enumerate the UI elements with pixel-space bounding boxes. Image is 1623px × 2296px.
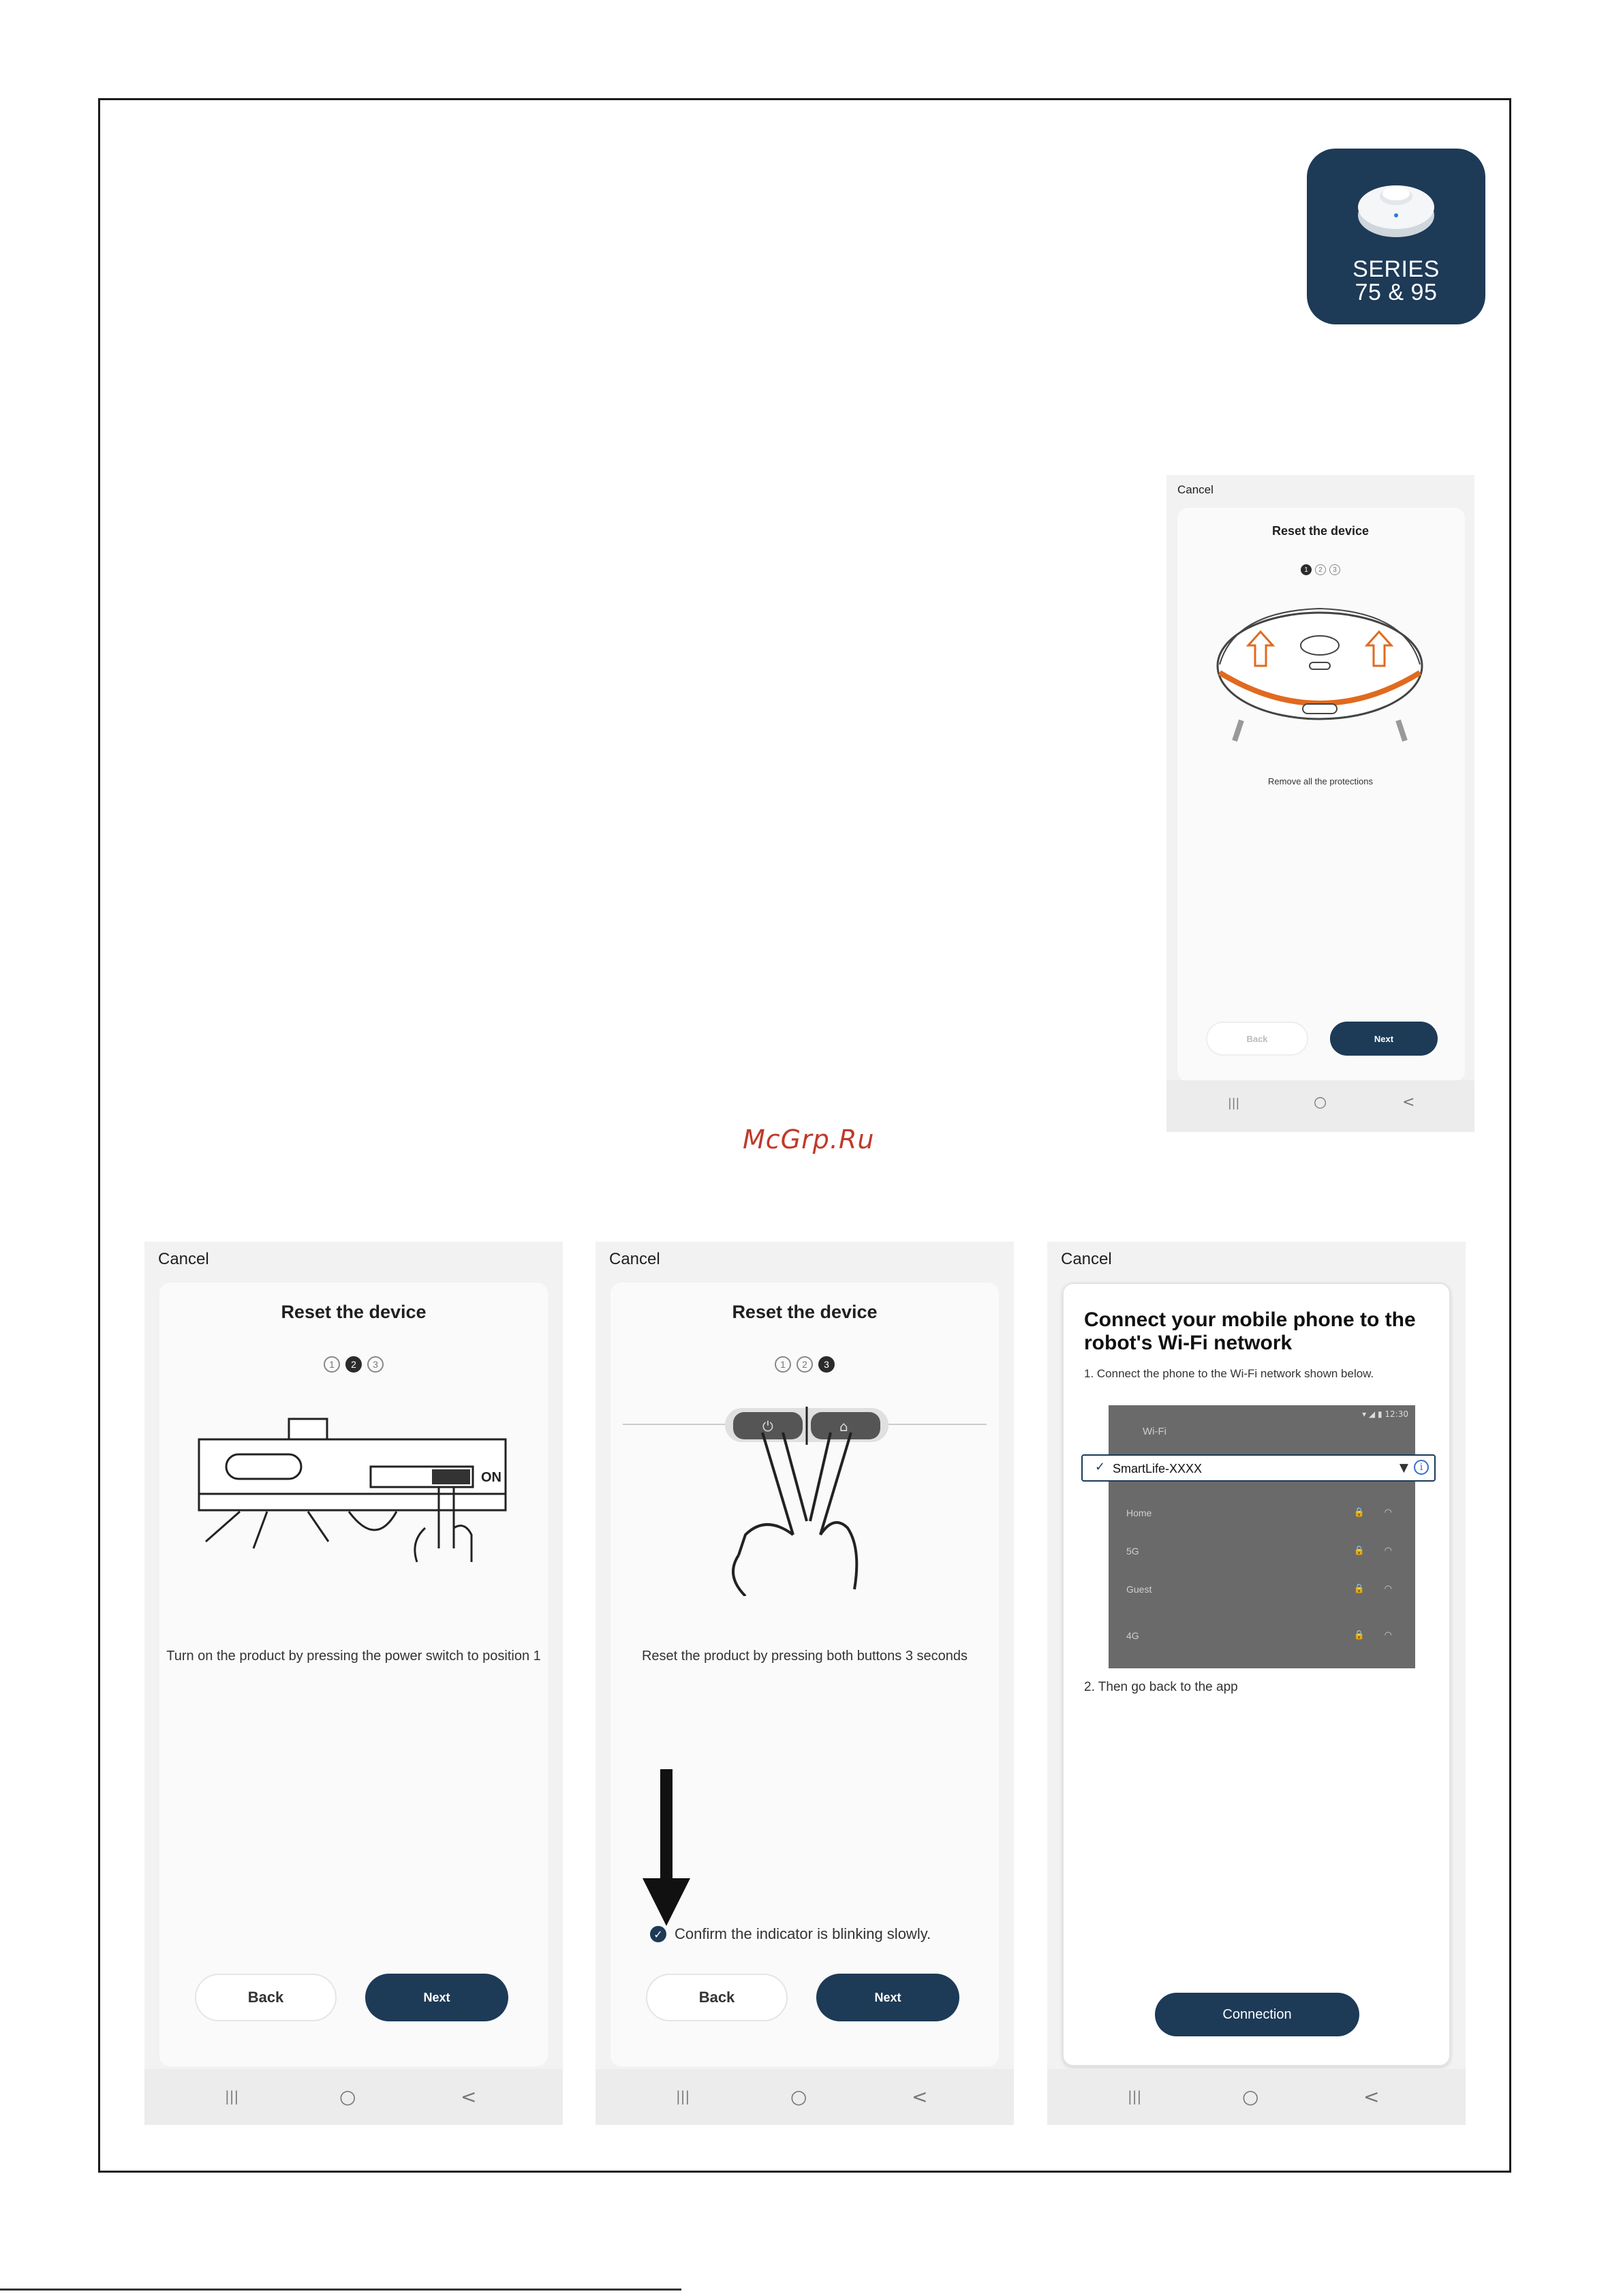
- back-nav-icon[interactable]: <: [1402, 1094, 1415, 1111]
- android-nav-bar: [144, 2069, 563, 2125]
- info-icon[interactable]: i: [1414, 1460, 1429, 1475]
- step-1: 1: [324, 1356, 340, 1373]
- recent-apps-icon[interactable]: |||: [676, 2088, 690, 2104]
- network-name: Home: [1126, 1507, 1152, 1518]
- back-nav-icon[interactable]: <: [912, 2085, 928, 2108]
- network-name: SmartLife-XXXX: [1113, 1462, 1203, 1475]
- step-2: 2: [1315, 564, 1326, 575]
- robot-vacuum-icon: [1352, 173, 1440, 248]
- step-description: Reset the product by pressing both buttons 3 seconds: [641, 1649, 968, 1664]
- back-button[interactable]: Back: [646, 1974, 788, 2021]
- status-bar: ▾ ◢ ▮ 12:30: [1362, 1409, 1408, 1419]
- step-2: 2: [345, 1356, 362, 1373]
- step-3: 3: [367, 1356, 384, 1373]
- recent-apps-icon[interactable]: |||: [225, 2088, 239, 2104]
- back-nav-icon[interactable]: <: [1363, 2085, 1380, 2108]
- connection-button[interactable]: Connection: [1155, 1993, 1359, 2036]
- phone-screen-reset-buttons: [596, 1242, 1014, 2125]
- step-1: 1: [1301, 564, 1312, 575]
- footer-rule: [0, 2289, 681, 2291]
- wifi-network-row[interactable]: [1126, 1546, 1392, 1559]
- step-description: Turn on the product by pressing the power switch to position 1: [166, 1649, 541, 1664]
- network-name: 4G: [1126, 1630, 1139, 1641]
- screen-title: Reset the device: [732, 1302, 878, 1322]
- step-3: 3: [1329, 564, 1340, 575]
- confirm-indicator-row[interactable]: [650, 1925, 931, 1943]
- wifi-signal-icon: ◠: [1384, 1630, 1392, 1640]
- home-icon[interactable]: ○: [790, 2085, 807, 2108]
- next-button[interactable]: Next: [816, 1974, 959, 2021]
- screen-title: Connect your mobile phone to the robot's Wi-Fi network: [1084, 1308, 1416, 1354]
- svg-text:⌂: ⌂: [839, 1418, 848, 1435]
- cancel-link[interactable]: Cancel: [1177, 483, 1214, 496]
- android-nav-bar: [596, 2069, 1014, 2125]
- wifi-network-row[interactable]: [1126, 1630, 1392, 1644]
- recent-apps-icon[interactable]: |||: [1128, 2088, 1142, 2104]
- network-name: Guest: [1126, 1584, 1152, 1595]
- next-button[interactable]: Next: [365, 1974, 508, 2021]
- wifi-settings-panel: [1109, 1405, 1415, 1668]
- badge-models-label: 75 & 95: [1355, 279, 1438, 305]
- step-2: 2: [797, 1356, 813, 1373]
- checkmark-icon: ✓: [1095, 1460, 1106, 1474]
- wifi-signal-icon: ◠: [1384, 1584, 1392, 1594]
- wifi-signal-icon: ◠: [1384, 1507, 1392, 1518]
- lock-icon: 🔒: [1353, 1546, 1365, 1556]
- lock-icon: 🔒: [1353, 1584, 1365, 1594]
- next-button[interactable]: Next: [1330, 1022, 1438, 1056]
- home-icon[interactable]: ○: [1242, 2085, 1259, 2108]
- wifi-signal-icon: ▼: [1399, 1461, 1408, 1475]
- checkbox-checked-icon[interactable]: ✓: [650, 1926, 666, 1942]
- wifi-network-row[interactable]: [1126, 1584, 1392, 1597]
- instruction-step-1: 1. Connect the phone to the Wi-Fi network shown below.: [1084, 1367, 1374, 1380]
- screen-title: Reset the device: [281, 1302, 427, 1322]
- recent-apps-icon[interactable]: |||: [1228, 1097, 1240, 1110]
- badge-series-label: SERIES: [1352, 256, 1440, 282]
- confirm-label: Confirm the indicator is blinking slowly.: [675, 1925, 931, 1942]
- back-button[interactable]: Back: [1206, 1022, 1308, 1056]
- instruction-step-2: 2. Then go back to the app: [1084, 1680, 1238, 1694]
- step-description: Remove all the protections: [1268, 776, 1373, 786]
- wifi-network-row[interactable]: [1126, 1507, 1392, 1521]
- switch-on-label: ON: [481, 1470, 501, 1485]
- wifi-signal-icon: ◠: [1384, 1546, 1392, 1556]
- cancel-link[interactable]: Cancel: [158, 1250, 209, 1268]
- android-nav-bar: [1166, 1080, 1474, 1132]
- step-indicator: [1166, 564, 1474, 575]
- status-time: 12:30: [1385, 1409, 1408, 1419]
- screen-title: Reset the device: [1271, 524, 1370, 538]
- series-badge: [1307, 149, 1485, 324]
- phone-screen-power-switch: [144, 1242, 563, 2125]
- network-name: 5G: [1126, 1546, 1139, 1557]
- step-3: 3: [818, 1356, 835, 1373]
- back-button[interactable]: Back: [195, 1974, 337, 2021]
- power-switch-illustration: [172, 1392, 536, 1596]
- cancel-link[interactable]: Cancel: [1061, 1250, 1112, 1268]
- selected-wifi-network[interactable]: [1081, 1454, 1436, 1482]
- content-card: [1062, 1283, 1451, 2066]
- step-indicator: [596, 1356, 1014, 1373]
- home-icon[interactable]: ○: [1314, 1094, 1327, 1111]
- phone-screen-remove-protections: [1166, 475, 1474, 1132]
- back-nav-icon[interactable]: <: [461, 2085, 477, 2108]
- watermark: McGrp.Ru: [743, 1124, 875, 1154]
- svg-text:⏻: ⏻: [762, 1418, 773, 1435]
- robot-protections-illustration: [1207, 584, 1432, 748]
- step-indicator: [144, 1356, 563, 1373]
- lock-icon: 🔒: [1353, 1507, 1365, 1518]
- lock-icon: 🔒: [1353, 1630, 1365, 1640]
- phone-screen-wifi-connect: [1047, 1242, 1466, 2125]
- wifi-panel-title: Wi-Fi: [1143, 1426, 1166, 1437]
- cancel-link[interactable]: Cancel: [609, 1250, 660, 1268]
- down-arrow-icon: [643, 1769, 690, 1926]
- android-nav-bar: [1047, 2069, 1466, 2125]
- two-finger-press-illustration: [623, 1392, 987, 1596]
- step-1: 1: [775, 1356, 791, 1373]
- home-icon[interactable]: ○: [339, 2085, 356, 2108]
